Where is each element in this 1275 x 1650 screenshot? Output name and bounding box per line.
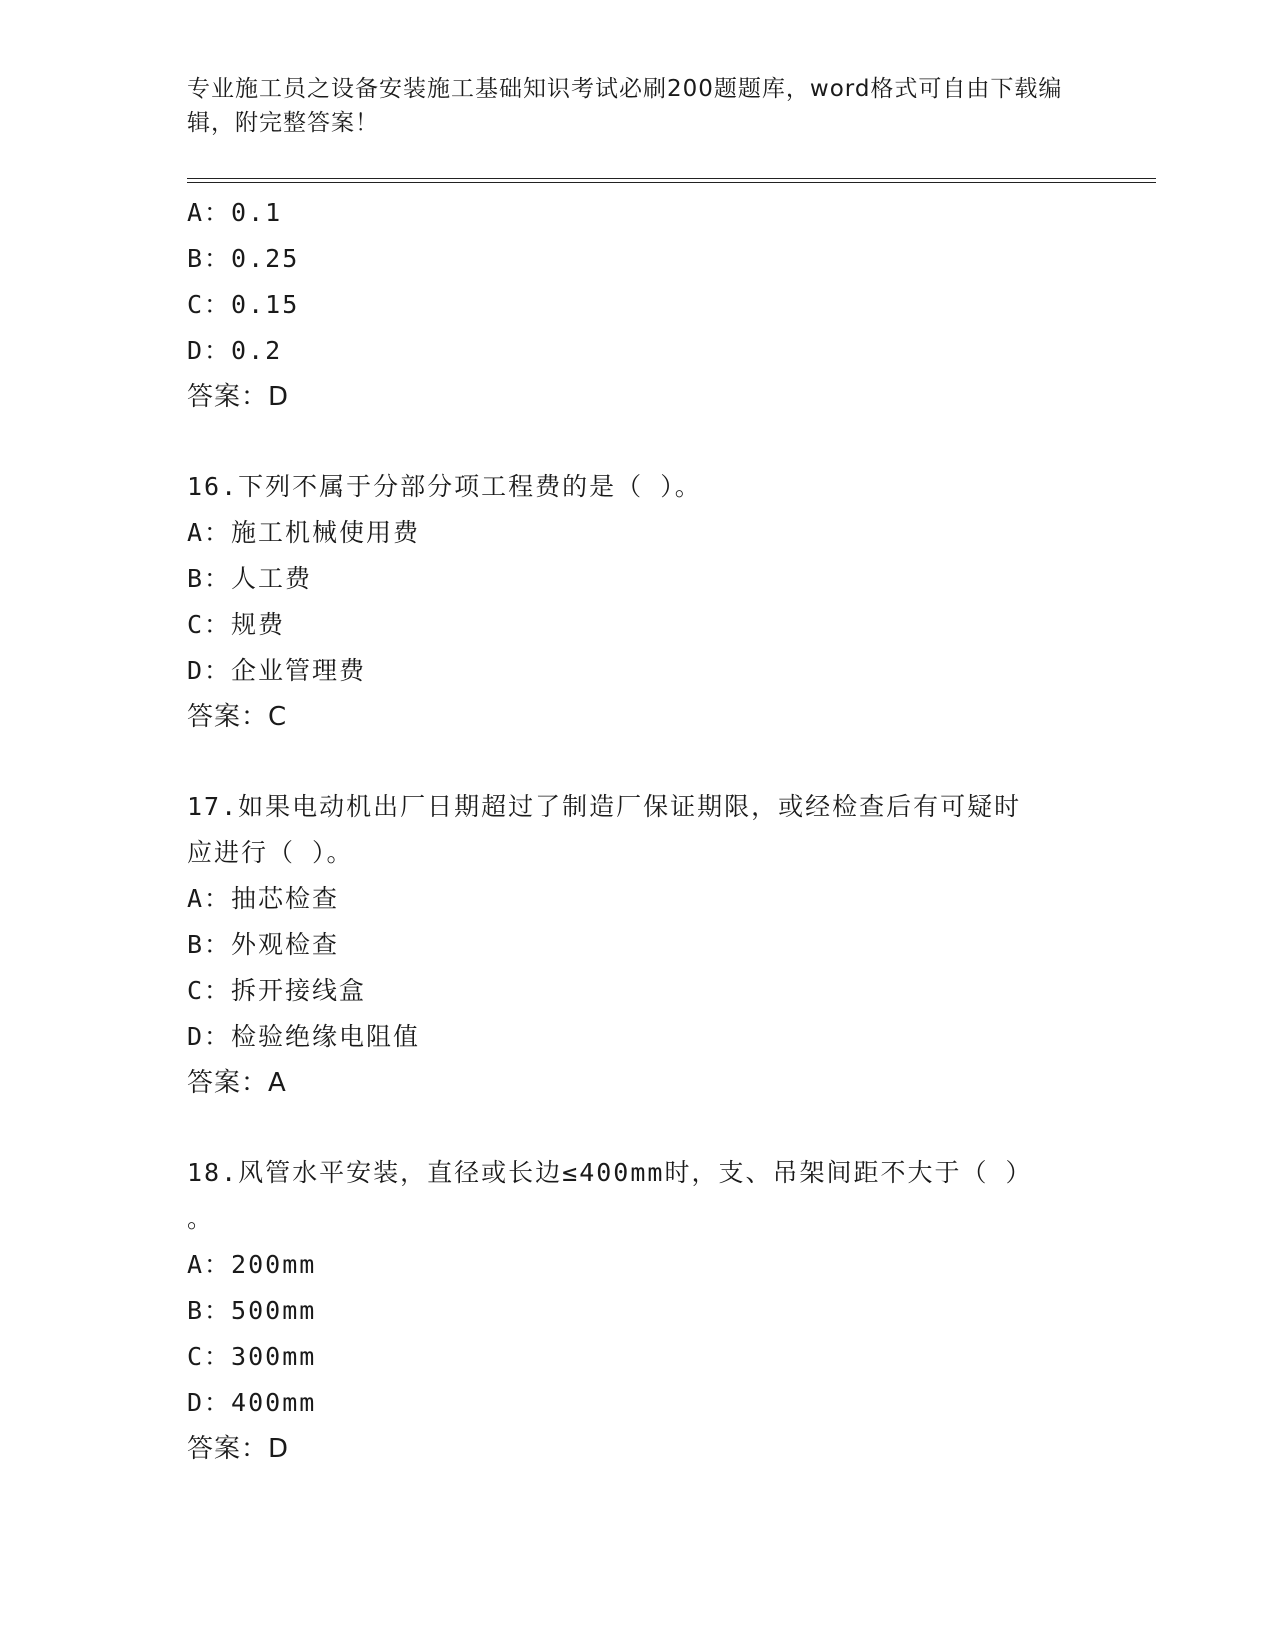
question-stem: 16.下列不属于分部分项工程费的是（ ）。: [187, 472, 702, 501]
option-d: D：400mm: [187, 1388, 317, 1417]
answer: 答案：A: [187, 1068, 287, 1098]
question-stem-line-2: 应进行（ ）。: [187, 838, 354, 867]
option-b: B：500mm: [187, 1296, 317, 1325]
option-c: C：拆开接线盒: [187, 976, 367, 1005]
question-16: [187, 464, 1087, 740]
option-b: B：人工费: [187, 564, 313, 593]
option-b: B：0.25: [187, 244, 300, 273]
header-rule-top: [187, 178, 1156, 179]
answer: 答案：D: [187, 1434, 290, 1464]
document-content: [187, 190, 1087, 1472]
question-stem-line-1: 18.风管水平安装，直径或长边≤400mm时，支、吊架间距不大于（ ）: [187, 1158, 1033, 1187]
option-a: A：0.1: [187, 198, 283, 227]
option-c: C：0.15: [187, 290, 300, 319]
option-d: D：检验绝缘电阻值: [187, 1022, 421, 1051]
option-d: D：企业管理费: [187, 656, 367, 685]
question-17: [187, 784, 1087, 1106]
option-c: C：规费: [187, 610, 286, 639]
option-a: A：200mm: [187, 1250, 317, 1279]
question-18: [187, 1150, 1087, 1472]
option-a: A：抽芯检查: [187, 884, 340, 913]
document-header: 专业施工员之设备安装施工基础知识考试必刷200题题库，word格式可自由下载编辑，附完整答案！: [187, 76, 1063, 136]
header-rule-bottom: [187, 182, 1156, 183]
question-stem-line-2: 。: [187, 1204, 215, 1233]
answer: 答案：C: [187, 702, 288, 732]
question-15-partial: [187, 190, 1087, 420]
option-b: B：外观检查: [187, 930, 340, 959]
option-c: C：300mm: [187, 1342, 317, 1371]
answer: 答案：D: [187, 382, 290, 412]
option-d: D：0.2: [187, 336, 283, 365]
option-a: A：施工机械使用费: [187, 518, 421, 547]
question-stem-line-1: 17.如果电动机出厂日期超过了制造厂保证期限，或经检查后有可疑时: [187, 792, 1022, 821]
